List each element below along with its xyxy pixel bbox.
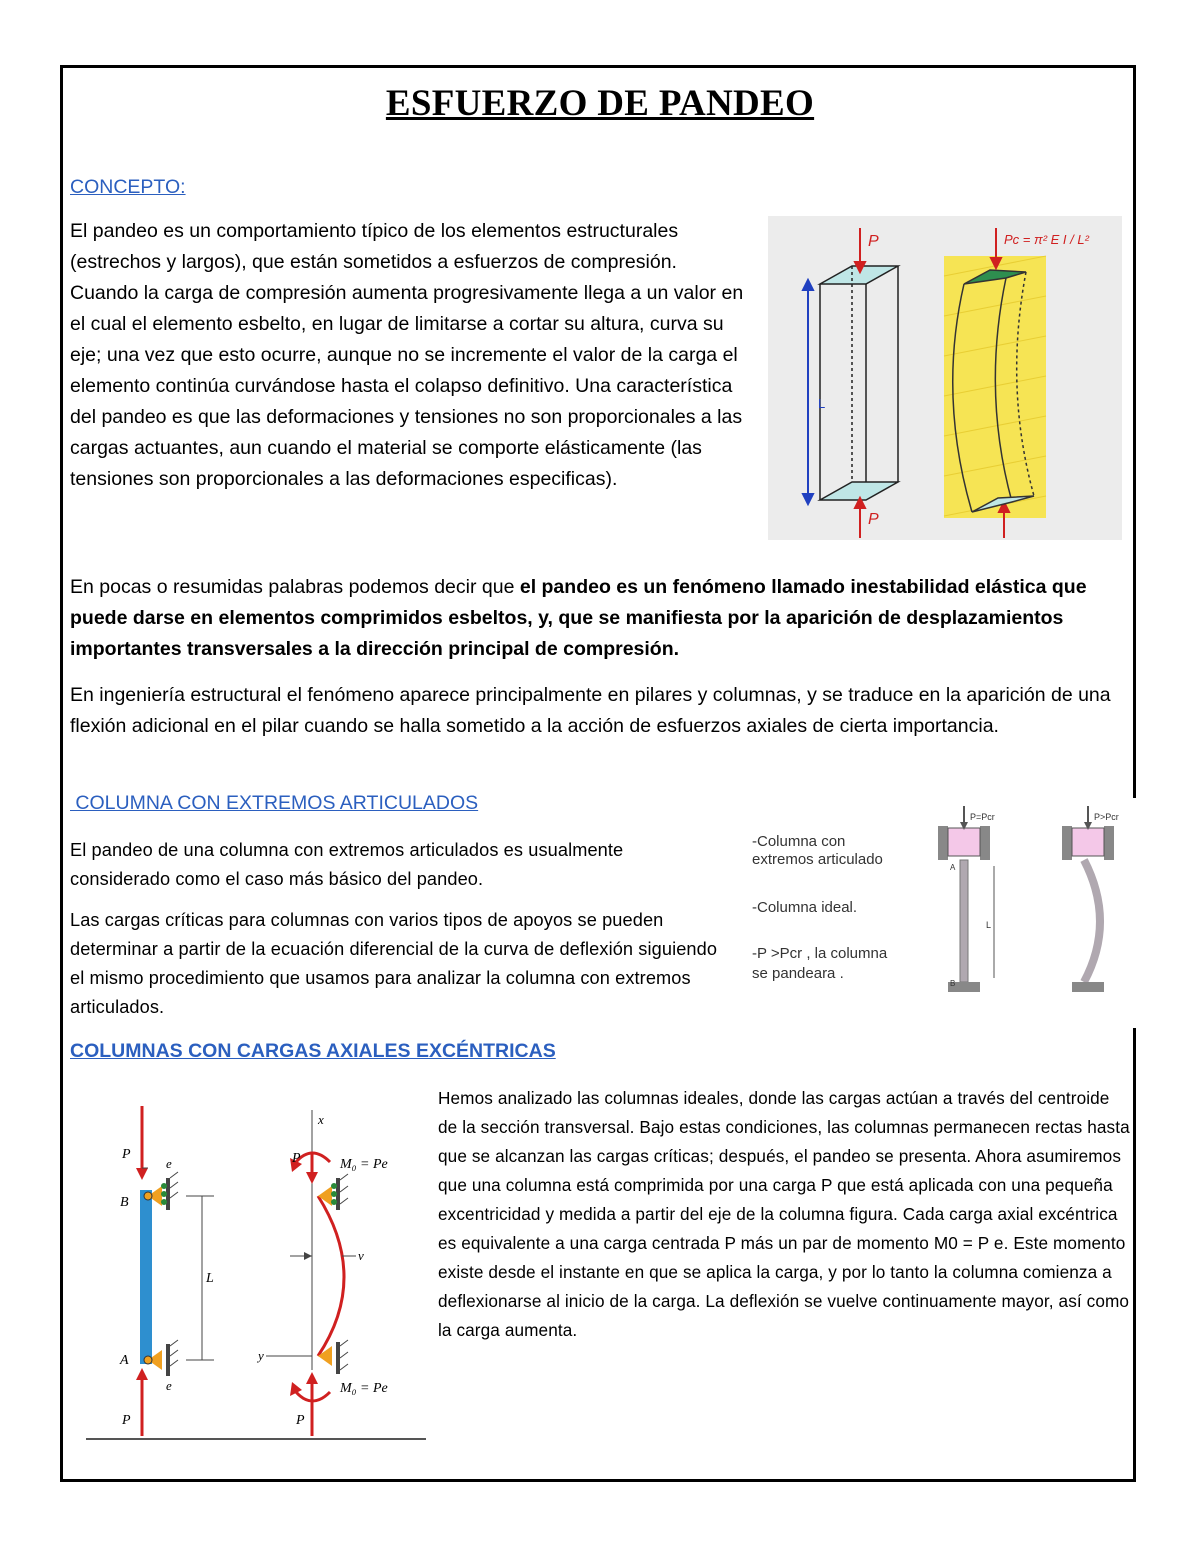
excentricas-heading: COLUMNAS CON CARGAS AXIALES EXCÉNTRICAS (70, 1040, 556, 1062)
straight-column (820, 266, 898, 500)
fig2-line1b: extremos articulado (752, 851, 883, 868)
fig3-y-label: y (258, 1348, 264, 1363)
buckled-pinned-column (1062, 806, 1119, 992)
fig2-line1a: -Columna con (752, 833, 846, 850)
fig3-p-bottom: P (122, 1413, 131, 1428)
critical-load-formula: Pc = π² E I / L² (1004, 232, 1089, 247)
fig3-p-right-bottom: P (296, 1413, 305, 1428)
summary-intro: En pocas o resumidas palabras podemos decir que (70, 576, 520, 598)
fig3-a-label: A (120, 1353, 129, 1368)
fig3-b-label: B (120, 1195, 129, 1210)
length-dimension (803, 280, 813, 504)
fig3-e-bottom: e (166, 1378, 172, 1393)
page-title: ESFUERZO DE PANDEO (385, 83, 815, 124)
fig3-v-label: v (358, 1248, 364, 1263)
articulados-heading: COLUMNA CON EXTREMOS ARTICULADOS (70, 792, 479, 814)
concepto-paragraph: El pandeo es un comportamiento típico de los elementos estructurales (estrechos y largos), que están sometidos a esfuerzos de compresión. Cuando la carga de compresión aumenta progresivamente llega a un valor en el cual el elemento esbelto, en lugar de limitarse a cortar su altura, curva su eje; una vez que esto ocurre, aunque no se incremente el valor de la carga el elemento continúa curvándose hasta el colapso definitivo. Una característica del pandeo es que las deformaciones y tensiones no son proporcionales a las cargas actuantes, aun cuando el material se comporte elásticamente (las tensiones son proporcionales a las deformaciones especificas). (70, 220, 744, 490)
fig2-pcr-label: P=Pcr (970, 812, 995, 822)
concepto-heading: CONCEPTO: (70, 176, 186, 198)
fig3-p-right-top: P (292, 1151, 301, 1166)
load-label-top: P (868, 233, 879, 250)
fig2-label-l: L (986, 920, 992, 930)
articulados-paragraph-1: El pandeo de una columna con extremos articulados es usualmente considerado como el caso más básico del pandeo. (70, 840, 624, 889)
fig2-ppcr-label: P>Pcr (1094, 812, 1119, 822)
fig3-l-label: L (206, 1271, 214, 1286)
fig3-e-top: e (166, 1156, 172, 1171)
fig2-line3b: se pandeara . (752, 965, 844, 982)
length-label: L (818, 396, 826, 411)
pinned-column-figure (744, 798, 1136, 1028)
eccentric-load-figure (86, 1080, 426, 1440)
buckling-drawing (768, 216, 1122, 540)
fig2-line2: -Columna ideal. (752, 899, 858, 916)
excentricas-paragraph: Hemos analizado las columnas ideales, donde las cargas actúan a través del centroide de la sección transversal. Bajo estas condiciones, las columnas permanecen rectas hasta que se alcanzan las cargas críticas; después, el pandeo se presenta. Ahora asumiremos que una columna está comprimida por una carga P que está aplicada con una pequeña excentricidad y medida a partir del eje de la columna figura. Cada carga axial excéntrica es equivalente a una carga centrada P más un par de momento M0 = P e. Este momento existe desde el instante en que se aplica la carga, y por lo tanto la columna comienza a deflexionarse al inicio de la carga. La deflexión se vuelve continuamente mayor, así como la carga aumenta. (438, 1088, 1130, 1340)
fig2-line3a: -P >Pcr , la columna (752, 945, 888, 962)
eccentric-column-straight (119, 1106, 214, 1436)
summary-paragraph (70, 572, 1130, 665)
fig3-m0-bottom: M₀ = Pe (340, 1381, 388, 1396)
fig3-m0-top: M₀ = Pe (340, 1157, 388, 1172)
fig3-x-label: x (318, 1112, 324, 1127)
summary-bold: el pandeo es un fenómeno llamado inestabilidad elástica que puede darse en elementos comprimidos esbeltos, y, que se manifiesta por la aparición de desplazamientos importantes transversales a la dirección principal de compresión. (70, 576, 1087, 660)
buckling-figure (768, 216, 1122, 540)
fig3-p-top: P (122, 1147, 131, 1162)
engineering-paragraph: En ingeniería estructural el fenómeno aparece principalmente en pilares y columnas, y se traduce en la aparición de una flexión adicional en el pilar cuando se halla sometido a la acción de esfuerzos axiales de cierta importancia. (70, 684, 1111, 737)
articulados-paragraph-2: Las cargas críticas para columnas con varios tipos de apoyos se pueden determinar a partir de la ecuación diferencial de la curva de deflexión siguiendo el mismo procedimiento que usamos para analizar la columna con extremos articulados. (70, 910, 718, 1017)
fig2-label-b: B (950, 979, 956, 988)
load-label-bottom: P (868, 511, 879, 528)
eccentric-column-deflected (256, 1110, 388, 1436)
ideal-column (938, 806, 995, 992)
fig2-label-a: A (950, 863, 956, 872)
